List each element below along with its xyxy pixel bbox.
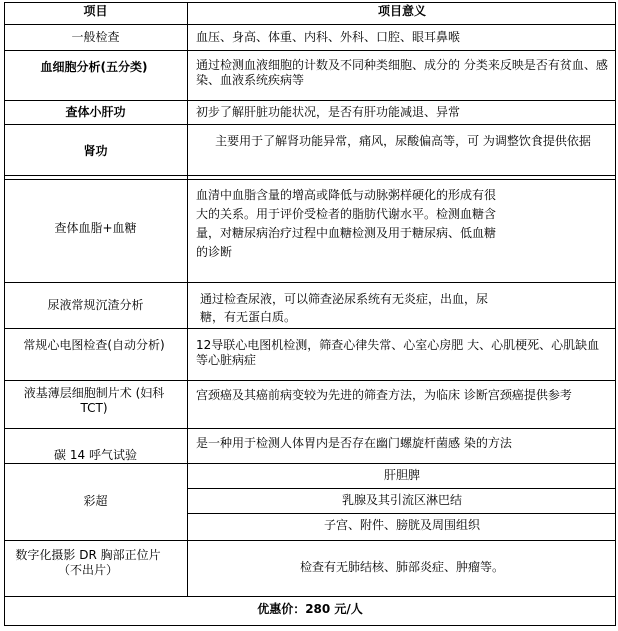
item-urine: 尿液常规沉渣分析 [47, 298, 144, 312]
meaning-ecg: 12导联心电图机检测，筛查心律失常、心室心房肥 大、心肌梗死、心肌缺血等心脏病症 [196, 338, 600, 367]
meaning-liver: 初步了解肝脏功能状况，是否有肝功能减退、异常 [196, 105, 461, 119]
meaning-dr-xray: 检查有无肺结核、肺部炎症、肿瘤等。 [299, 560, 504, 574]
row-divider [4, 282, 616, 283]
ultrasound-sub-2: 乳腺及其引流区淋巴结 [341, 493, 462, 507]
price-footer: 优惠价：280 元/人 [257, 602, 363, 616]
item-ultrasound: 彩超 [83, 494, 108, 508]
item-dr-xray: 数字化摄影 DR 胸部正位片（不出片） [15, 548, 161, 577]
item-tct: 液基薄层细胞制片术 (妇科 TCT) [23, 386, 165, 415]
header-item: 项目 [83, 4, 108, 18]
meaning-general: 血压、身高、体重、内科、外科、口腔、眼耳鼻喉 [196, 30, 461, 44]
row-divider [4, 540, 616, 541]
meaning-tct: 宫颈癌及其癌前病变较为先进的筛查方法，为临床 诊断宫颈癌提供参考 [196, 388, 572, 402]
row-divider [4, 596, 616, 597]
row-divider [4, 428, 616, 429]
row-divider [4, 463, 616, 464]
item-lipid-glucose: 查体血脂+血糖 [54, 221, 137, 235]
meaning-urine: 通过检查尿液，可以筛查泌尿系统有无炎症，出血，尿糖，有无蛋白质。 [200, 292, 489, 324]
item-c14: 碳 14 呼气试验 [54, 448, 137, 462]
item-blood-cell: 血细胞分析(五分类) [40, 60, 148, 74]
item-liver: 查体小肝功 [65, 105, 126, 119]
ultrasound-sub-1: 肝胆脾 [383, 468, 420, 482]
ultrasound-sub-3: 子宫、附件、膀胱及周围组织 [323, 518, 480, 532]
row-divider [4, 124, 616, 125]
row-divider [4, 24, 616, 25]
row-divider [4, 175, 616, 176]
header-meaning: 项目意义 [377, 4, 426, 18]
row-divider [4, 380, 616, 381]
sub-row-divider [187, 488, 616, 489]
sub-row-divider [187, 513, 616, 514]
meaning-kidney: 主要用于了解肾功能异常，痛风，尿酸偏高等，可 为调整饮食提供依据 [215, 134, 591, 148]
item-kidney: 肾功 [83, 144, 108, 158]
row-divider [4, 328, 616, 329]
row-divider [4, 50, 616, 51]
item-general: 一般检查 [71, 30, 120, 44]
item-ecg: 常规心电图检查(自动分析) [23, 338, 165, 352]
row-divider [4, 100, 616, 101]
row-divider [4, 179, 616, 180]
meaning-lipid-glucose: 血清中血脂含量的增高或降低与动脉粥样硬化的形成有很大的关系。用于评价受检者的脂肪代谢水平。检测血糖含量，对糖尿病治疗过程中血糖检测及用于糖尿病、低血糖的诊断 [196, 188, 497, 259]
meaning-c14: 是一种用于检测人体胃内是否存在幽门螺旋杆菌感 染的方法 [196, 436, 512, 450]
meaning-blood-cell: 通过检测血液细胞的计数及不同种类细胞、成分的 分类来反映是否有贫血、感染、血液系统疾病等 [196, 58, 608, 87]
